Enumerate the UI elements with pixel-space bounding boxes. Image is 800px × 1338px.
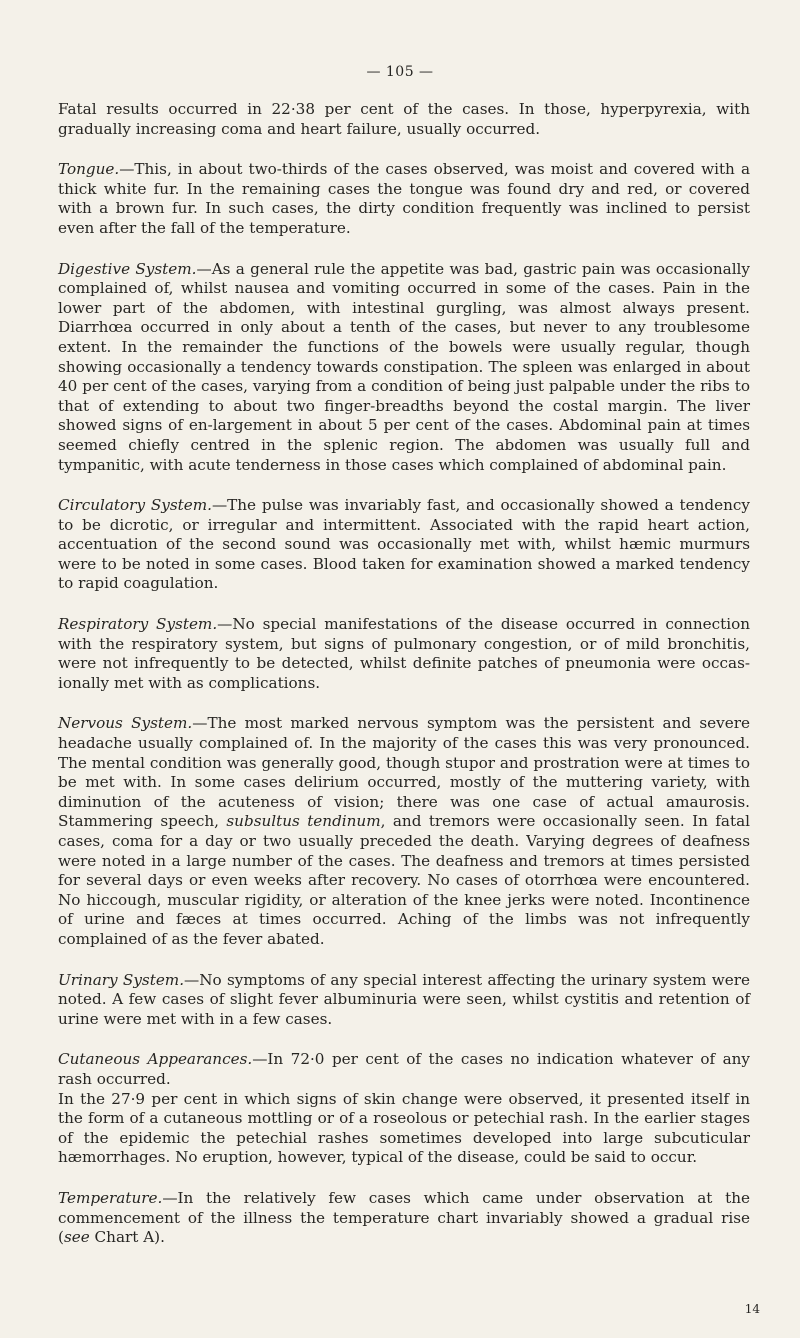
section-heading-cutaneous-appearances: Cutaneous Appearances. xyxy=(58,1050,253,1069)
paragraph-text: —The pulse was invariably fast, and occasionally showed a tendency to be dicrotic, or irregular and intermittent. Associated with the rapid heart action, accentuation of the second sound was occasionally met with, whilst hæmic murmurs were to be noted in some cases. Blood taken for examination showed a marked tendency to rapid coagulation. xyxy=(58,496,751,593)
paragraph-text-continued: , and tremors were occasionally seen. In fatal cases, coma for a day or two usually preceded the death. Varying degrees of deafness were noted in a large number of the cases. The deafness and tremors at times persisted for several days or even weeks after recovery. No cases of otorrhœa were encountered. No hiccough, muscular rigidity, or alteration of the knee jerks were noted. Incontinence of urine and fæces at times occurred. Aching of the limbs was not infrequently complained of as the fever abated. xyxy=(58,812,750,948)
paragraph-respiratory-system xyxy=(58,615,750,693)
section-heading-respiratory-system: Respiratory System. xyxy=(58,615,218,634)
paragraph-text: —The most marked nervous symptom was the persistent and severe headache usually complained of. In the majority of the cases this was very pronounced. The mental condition was generally good, though stupor and prostration were at times to be met with. In some cases delirium occurred, mostly of the muttering variety, with diminution of the acuteness of vision; there was one case of actual amaurosis. Stammering speech, xyxy=(58,714,750,831)
paragraph-text: Fatal results occurred in 22·38 per cent of the cases. In those, hyperpyrexia, with gradually increasing coma and heart failure, usually occurred. xyxy=(58,100,750,138)
section-heading-circulatory-system: Circulatory System. xyxy=(58,496,212,515)
paragraph-cutaneous-appearances xyxy=(58,1050,750,1089)
section-heading-urinary-system: Urinary System. xyxy=(58,970,185,989)
section-heading-nervous-system: Nervous System. xyxy=(58,714,193,733)
paragraph-text: —In 72·0 per cent of the cases no indication whatever of any rash occurred. xyxy=(58,1050,750,1088)
italic-term: see xyxy=(63,1228,90,1247)
paragraph-temperature xyxy=(58,1189,750,1248)
section-heading-digestive-system: Digestive System. xyxy=(58,259,197,278)
italic-term: subsultus tendinum xyxy=(226,812,381,831)
paragraph-text: —As a general rule the appetite was bad, gastric pain was occasionally complained of, whilst nausea and vomiting occurred in some of the cases. Pain in the lower part of the abdomen, with intestinal gurgling, was almost always present. Diarrhœa occurred in only about a tenth of the cases, but never to any troublesome extent. In the remainder the functions of the bowels were usually regular, though showing occasionally a tendency towards constipation. The spleen was enlarged in about 40 per cent of the cases, varying from a condition of being just palpable under the ribs to that of extending to about two finger-breadths beyond the costal margin. The liver showed signs of en-largement in about 5 per cent of the cases. Abdominal pain at times seemed chiefly centred in the splenic region. The abdomen was usually full and tympanitic, with acute tenderness in those cases which complained of abdominal pain. xyxy=(58,259,750,474)
paragraph-digestive-system xyxy=(58,260,750,476)
paragraph-text: —No symptoms of any special interest affecting the urinary system were noted. A few cases of slight fever albuminuria were seen, whilst cystitis and retention of urine were met with in a few cases. xyxy=(58,970,750,1028)
paragraph-text: —This, in about two-thirds of the cases observed, was moist and covered with a thick white fur. In the remaining cases the tongue was found dry and red, or covered with a brown fur. In such cases, the dirty condition frequently was inclined to persist even after the fall of the temperature. xyxy=(58,160,750,237)
paragraph-text-continued: Chart A). xyxy=(89,1228,165,1247)
paragraph-circulatory-system xyxy=(58,496,750,594)
section-heading-tongue: Tongue. xyxy=(58,160,120,179)
body-text xyxy=(58,100,750,1269)
paragraph-text: —In the relatively few cases which came under observation at the commencement of the illness the temperature chart invariably showed a gradual rise ( xyxy=(58,1188,750,1247)
page-number: — 105 — xyxy=(366,64,434,80)
section-heading-temperature: Temperature. xyxy=(58,1188,163,1207)
paragraph-skin-change xyxy=(58,1090,750,1168)
signature-mark: 14 xyxy=(744,1302,760,1316)
paragraph-tongue xyxy=(58,160,750,238)
paragraph-text: In the 27·9 per cent in which signs of skin change were observed, it presented itself in the form of a cutaneous mottling or of a roseolous or petechial rash. In the earlier stages of the epidemic the petechial rashes sometimes developed into large subcuticular hæmorrhages. No eruption, however, typical of the disease, could be said to occur. xyxy=(58,1089,750,1167)
paragraph-urinary-system xyxy=(58,971,750,1030)
paragraph-text: —No special manifestations of the disease occurred in connection with the respiratory system, but signs of pulmonary congestion, or of mild bronchitis, were not infrequently to be detected, whilst definite patches of pneumonia were occas-ionally met with as complications. xyxy=(58,615,750,692)
paragraph-fatal-results xyxy=(58,100,750,139)
paragraph-nervous-system xyxy=(58,714,750,949)
